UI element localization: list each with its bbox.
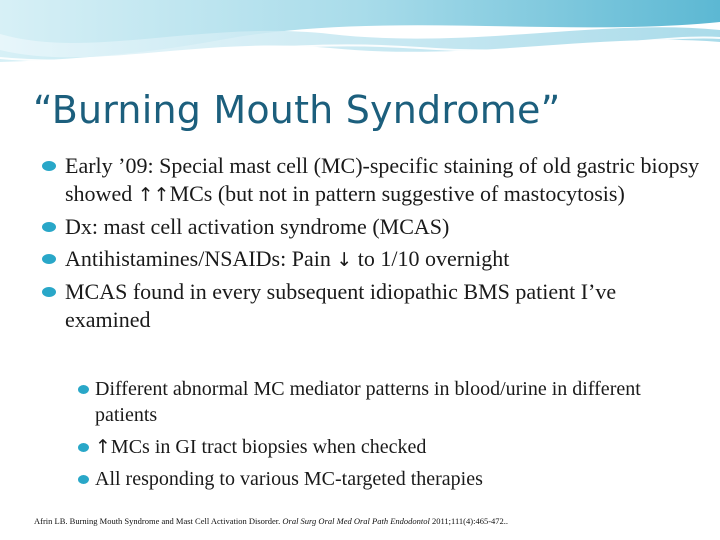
bullet-item	[40, 213, 700, 241]
bullet-text: to 1/10 overnight	[352, 246, 510, 271]
up-arrow-icon: ↑	[95, 436, 111, 458]
bullet-item	[40, 278, 700, 334]
bullet-text: MCAS found in every subsequent idiopathic BMS patient I’ve examined	[65, 279, 617, 332]
bullet-item	[40, 245, 700, 274]
down-arrow-icon: ↓	[336, 249, 353, 271]
sub-bullet-text: MCs in GI tract biopsies when checked	[110, 436, 427, 458]
sub-bullet-item	[78, 434, 698, 460]
bullet-list	[40, 152, 700, 338]
slide-title: “Burning Mouth Syndrome”	[33, 88, 561, 132]
header-wave-band	[0, 0, 720, 80]
bullet-text: MCs (but not in pattern suggestive of mastocytosis)	[169, 181, 625, 206]
citation	[34, 516, 508, 526]
sub-bullet-item	[78, 466, 698, 492]
sub-bullet-text: Different abnormal MC mediator patterns in blood/urine in different patients	[95, 378, 641, 426]
bullet-text: Antihistamines/NSAIDs: Pain	[65, 246, 337, 271]
citation-authors-title: Afrin LB. Burning Mouth Syndrome and Mast Cell Activation Disorder.	[34, 516, 283, 526]
sub-bullet-text: All responding to various MC-targeted therapies	[95, 468, 483, 490]
citation-journal: Oral Surg Oral Med Oral Path Endodontol	[282, 516, 430, 526]
up-arrow-icon: ↑↑	[137, 184, 170, 206]
bullet-text: Dx: mast cell activation syndrome (MCAS)	[65, 214, 450, 239]
sub-bullet-list	[78, 376, 698, 498]
bullet-item	[40, 152, 700, 209]
citation-volume: 2011;111(4):465-472..	[429, 516, 509, 526]
bullet-text: Early ’09: Special mast cell (MC)-specific staining of old gastric biopsy showed	[65, 153, 700, 206]
sub-bullet-item	[78, 376, 698, 428]
